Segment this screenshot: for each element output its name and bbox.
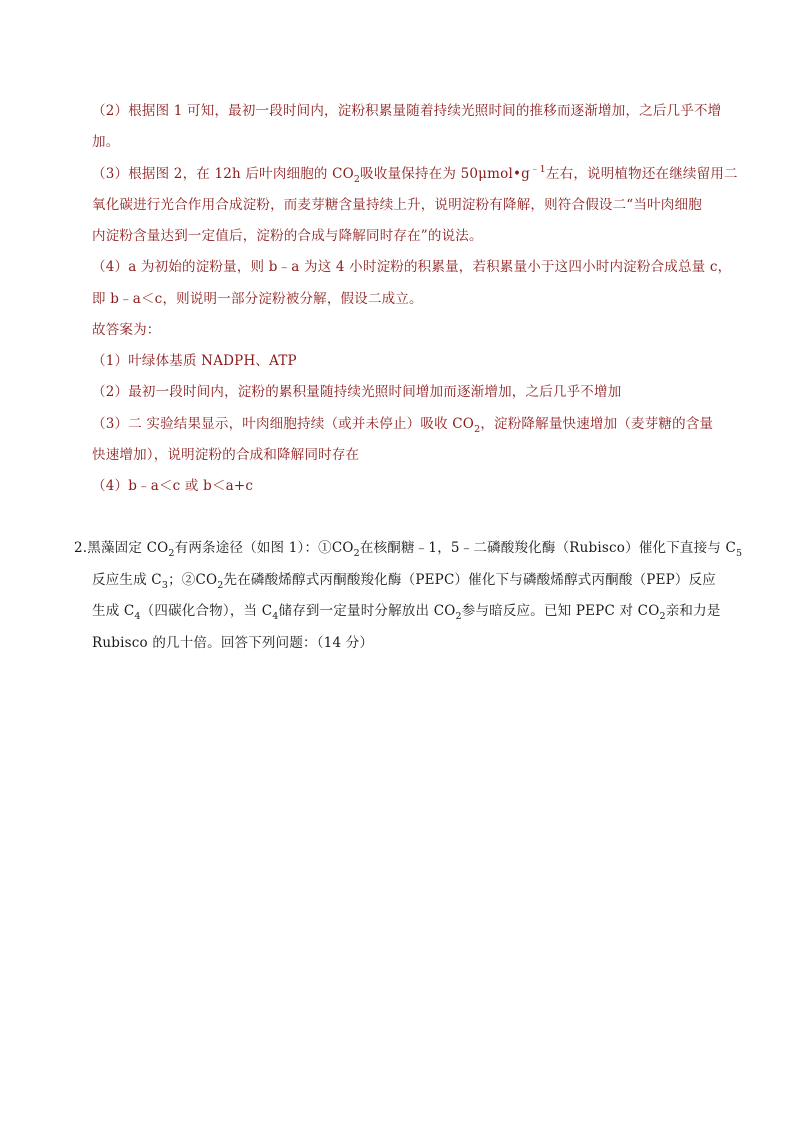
answer-heading: 故答案为：	[92, 322, 161, 338]
analysis-part4-line2: 即 b﹣a＜c，则说明一部分淀粉被分解，假设二成立。	[92, 291, 423, 307]
answer-item-4: （4）b﹣a＜c 或 b＜a+c	[92, 478, 254, 494]
analysis-part2-line2: 加。	[92, 134, 120, 150]
question2-line4: Rubisco 的几十倍。回答下列问题：（14 分）	[92, 635, 374, 651]
question2-line2: 反应生成 $C_3$；$②CO_2$先在磷酸烯醇式丙酮酸羧化酶（PEPC）催化下与磷酸烯醇式丙酮酸（PEP）反应	[92, 572, 717, 591]
analysis-part3-line2: 氧化碳进行光合作用合成淀粉，而麦芽糖含量持续上升，说明淀粉有降解，则符合假设二“当叶肉细胞	[92, 197, 702, 213]
answer-item-1: （1）叶绿体基质 NADPH、ATP	[92, 353, 297, 369]
analysis-part2-line1: （2）根据图 1 可知，最初一段时间内，淀粉积累量随着持续光照时间的推移而逐渐增加，之后几乎不增	[92, 103, 722, 119]
analysis-part3-line3: 内淀粉含量达到一定值后，淀粉的合成与降解同时存在”的说法。	[92, 228, 483, 244]
answer-item-3-line2: 快速增加），说明淀粉的合成和降解同时存在	[92, 447, 360, 463]
answer-item-3-line1: （3）二 实验结果显示，叶肉细胞持续（或并未停止）吸收 $CO_2$，淀粉降解量快速增加（麦芽糖的含量	[92, 416, 714, 435]
question2-line1: 2.黑藻固定 $CO_2$有两条途径（如图 1）：$①CO_2$在核酮糖﹣1，5﹣二磷酸羧化酶（Rubisco）催化下直接与 $C_5$	[74, 540, 743, 559]
question2-line3: 生成 $C_4$（四碳化合物），当 $C_4$储存到一定量时分解放出 $CO_2$参与暗反应。已知 PEPC 对 $CO_2$亲和力是	[92, 603, 721, 622]
answer-item-2: （2）最初一段时间内，淀粉的累积量随持续光照时间增加而逐渐增加，之后几乎不增加	[92, 384, 622, 400]
analysis-part3-line1: （3）根据图 2，在 12h 后叶肉细胞的 $CO_2$吸收量保持在为 $50\mu mol•g^{﹣1}$左右，说明植物还在继续留用二	[92, 164, 738, 185]
analysis-part4-line1: （4）a 为初始的淀粉量，则 b﹣a 为这 4 小时淀粉的积累量，若积累量小于这四小时内淀粉合成总量 c，	[92, 259, 732, 275]
